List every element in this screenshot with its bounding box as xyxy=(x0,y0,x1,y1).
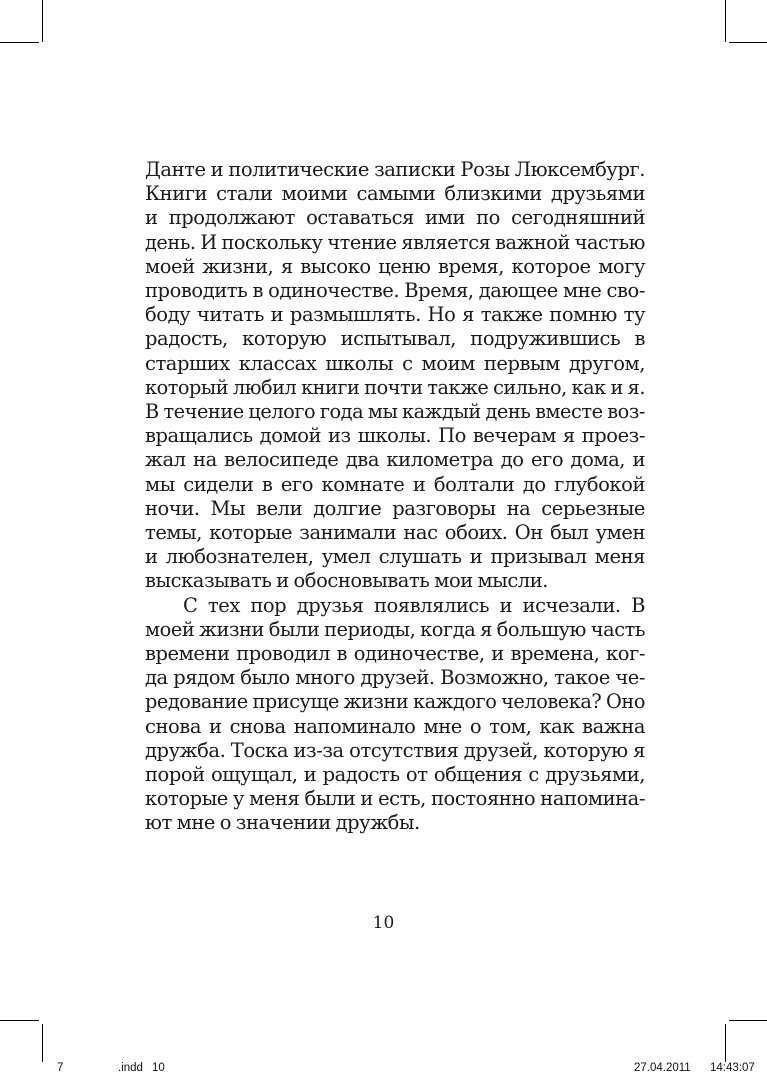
text-line: который любил книги почти также сильно, как и я. xyxy=(145,375,645,399)
text-line: радость, которую испытывал, подружившись в xyxy=(145,327,645,351)
crop-mark-top-right-horizontal xyxy=(729,42,767,43)
slug-file-extension: .indd xyxy=(118,1062,143,1074)
slug-date: 27.04.2011 xyxy=(634,1062,691,1074)
text-line: старших классах школы с моим первым другом, xyxy=(145,351,645,375)
text-line: В течение целого года мы каждый день вместе воз- xyxy=(145,400,645,424)
text-line: да рядом было много друзей. Возможно, такое че- xyxy=(145,666,645,690)
text-line: день. И поскольку чтение является важной частью xyxy=(145,230,645,254)
text-line: темы, которые занимали нас обоих. Он был умен xyxy=(145,521,645,545)
text-line: порой ощущал, и радость от общения с друзьями, xyxy=(145,763,645,787)
text-line: Данте и политические записки Розы Люксембург. xyxy=(145,158,645,181)
slug-file-page: 10 xyxy=(152,1062,165,1074)
text-line: жал на велосипеде два километра до его дома, и xyxy=(145,448,645,472)
paragraph xyxy=(145,594,645,836)
text-line: высказывать и обосновывать мои мысли. xyxy=(145,569,549,593)
crop-mark-top-left-vertical xyxy=(42,0,43,42)
page-number: 10 xyxy=(372,913,395,933)
text-line: дружба. Тоска из-за отсутствия друзей, которую я xyxy=(145,738,645,762)
text-line: снова и снова напоминало мне о том, как важна xyxy=(145,714,645,738)
text-line: ночи. Мы вели долгие разговоры на серьезные xyxy=(145,496,645,520)
text-line: боду читать и размышлять. Но я также помню ту xyxy=(145,303,645,327)
crop-mark-top-left-horizontal xyxy=(0,42,39,43)
body-text xyxy=(145,158,645,836)
text-line: и любознателен, умел слушать и призывал меня xyxy=(145,545,645,569)
crop-mark-bottom-right-horizontal xyxy=(729,1020,767,1021)
text-line: которые у меня были и есть, постоянно напомина- xyxy=(145,787,645,811)
slug-file-number: 7 xyxy=(57,1062,64,1074)
text-line: С тех пор друзья появлялись и исчезали. В xyxy=(183,593,645,617)
text-line: моей жизни, я высоко ценю время, которое могу xyxy=(145,254,645,278)
slug-time: 14:43:07 xyxy=(710,1062,755,1074)
crop-mark-bottom-left-horizontal xyxy=(0,1020,39,1021)
text-line: мы сидели в его комнате и болтали до глубокой xyxy=(145,472,645,496)
crop-mark-bottom-right-vertical xyxy=(725,1024,726,1062)
text-line: редование присуще жизни каждого человека? Оно xyxy=(145,690,645,714)
text-line: вращались домой из школы. По вечерам я проез- xyxy=(145,424,645,448)
paragraph xyxy=(145,158,645,594)
text-line: времени проводил в одиночестве, и времена, ког- xyxy=(145,642,645,666)
text-line: Книги стали моими самыми близкими друзьями xyxy=(145,182,645,206)
text-line: моей жизни были периоды, когда я большую часть xyxy=(145,617,645,641)
text-line: и продолжают оставаться ими по сегодняшний xyxy=(145,206,645,230)
text-line: ют мне о значении дружбы. xyxy=(145,811,420,835)
crop-mark-bottom-left-vertical xyxy=(42,1024,43,1062)
crop-mark-top-right-vertical xyxy=(725,0,726,42)
text-line: проводить в одиночестве. Время, дающее мне сво- xyxy=(145,279,645,303)
